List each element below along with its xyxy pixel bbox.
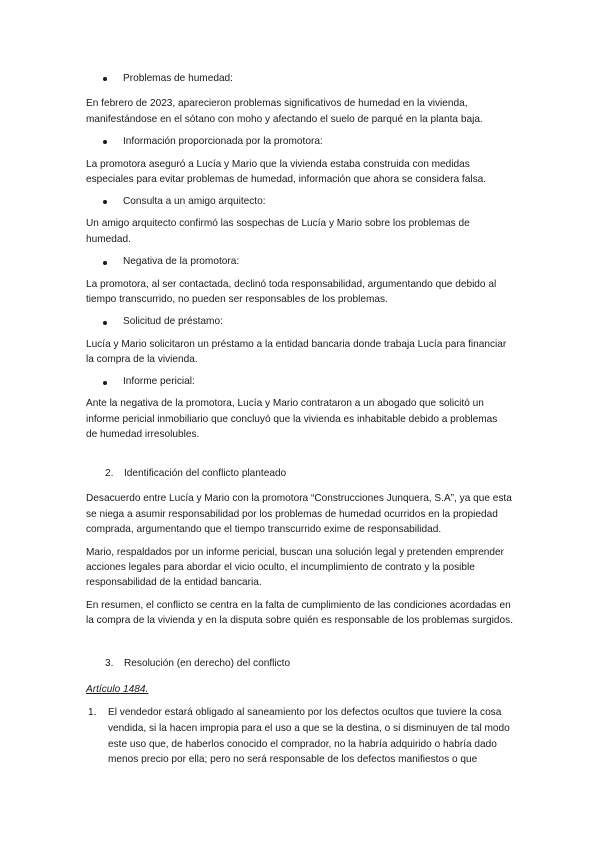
- paragraph-line: Mario, respaldados por un informe pericial, buscan una solución legal y pretenden emprender: [86, 547, 505, 558]
- bullet-marker: [103, 261, 107, 265]
- list-item-line: este uso que, de haberlos conocido el comprador, no la habría adquirido o habría dado: [108, 739, 497, 750]
- paragraph-line: tiempo transcurrido, no pueden ser responsables de los problemas.: [86, 294, 388, 305]
- section-number: 3.: [105, 658, 114, 669]
- bullet-heading: Problemas de humedad:: [123, 73, 233, 84]
- bullet-marker: [103, 381, 107, 385]
- paragraph-line: la compra de la vivienda.: [86, 354, 198, 365]
- list-item-line: menos precio por ella; pero no será responsable de los defectos manifiestos o que: [108, 754, 478, 765]
- list-item-number: 1.: [88, 707, 97, 718]
- paragraph-line: humedad.: [86, 234, 131, 245]
- bullet-heading: Consulta a un amigo arquitecto:: [123, 196, 266, 207]
- bullet-heading: Negativa de la promotora:: [123, 256, 240, 267]
- paragraph-line: Desacuerdo entre Lucía y Mario con la promotora “Construcciones Junquera, S.A”, ya que esta: [86, 493, 512, 504]
- section-title: Identificación del conflicto planteado: [124, 468, 287, 479]
- paragraph-line: acciones legales para abordar el vicio oculto, el incumplimiento de contrato y la posible: [86, 562, 475, 573]
- paragraph-line: Ante la negativa de la promotora, Lucía y Mario contrataron a un abogado que solicitó un: [86, 398, 484, 409]
- paragraph-line: En resumen, el conflicto se centra en la falta de cumplimiento de las condiciones acordadas en: [86, 600, 511, 611]
- paragraph-line: En febrero de 2023, aparecieron problemas significativos de humedad en la vivienda,: [86, 98, 468, 109]
- paragraph-line: la compra de la vivienda y en la disputa sobre quién es responsable de los problemas surgidos.: [86, 615, 513, 626]
- paragraph-line: informe pericial inmobiliario que concluyó que la vivienda es inhabitable debido a problemas: [86, 414, 498, 425]
- bullet-heading: Solicitud de préstamo:: [123, 316, 223, 327]
- section-title: Resolución (en derecho) del conflicto: [124, 658, 291, 669]
- paragraph-line: de humedad irresolubles.: [86, 429, 200, 440]
- bullet-marker: [103, 77, 107, 81]
- paragraph-line: comprada, argumentando que el tiempo transcurrido exime de responsabilidad.: [86, 524, 442, 535]
- list-item-line: vendida, si la hacen impropia para el uso a que se la destina, o si disminuyen de tal modo: [108, 723, 510, 734]
- list-item-line: El vendedor estará obligado al saneamiento por los defectos ocultos que tuviere la cosa: [108, 707, 502, 718]
- paragraph-line: especiales para evitar problemas de humedad, información que ahora se considera falsa.: [86, 174, 487, 185]
- paragraph-line: manifestándose en el sótano con moho y afectando el suelo de parqué en la planta baja.: [86, 114, 483, 125]
- bullet-marker: [103, 140, 107, 144]
- paragraph-line: Un amigo arquitecto confirmó las sospechas de Lucía y Mario sobre los problemas de: [86, 218, 470, 229]
- bullet-marker: [103, 321, 107, 325]
- paragraph-line: se niega a asumir responsabilidad por los problemas de humedad ocurridos en la propiedad: [86, 509, 498, 520]
- paragraph-line: La promotora aseguró a Lucía y Mario que la vivienda estaba construida con medidas: [86, 159, 470, 170]
- paragraph-line: Lucía y Mario solicitaron un préstamo a la entidad bancaria donde trabaja Lucía para financiar: [86, 339, 507, 350]
- paragraph-line: responsabilidad de la entidad bancaria.: [86, 577, 262, 588]
- bullet-heading: Informe pericial:: [123, 376, 195, 387]
- article-title: Artículo 1484.: [86, 684, 149, 695]
- paragraph-line: La promotora, al ser contactada, declinó toda responsabilidad, argumentando que debido al: [86, 279, 497, 290]
- bullet-marker: [103, 200, 107, 204]
- bullet-heading: Información proporcionada por la promotora:: [123, 136, 323, 147]
- section-number: 2.: [105, 468, 114, 479]
